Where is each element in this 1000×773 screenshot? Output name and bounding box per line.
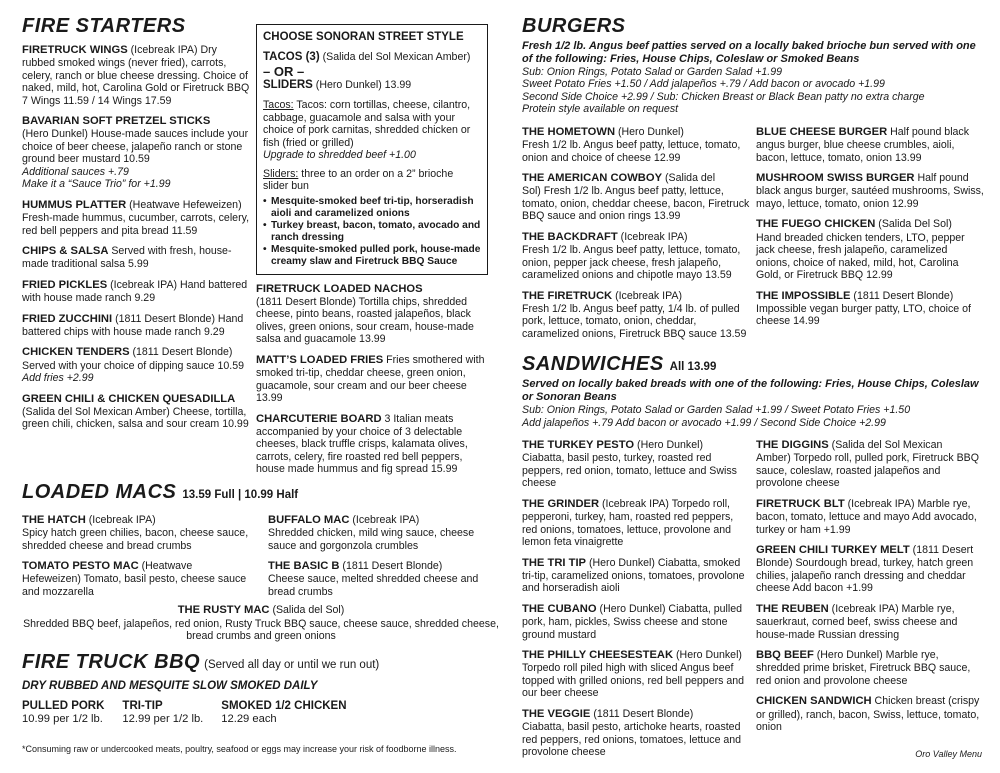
sonoran-street-box <box>256 24 488 275</box>
menu-item-name: FIRETRUCK BLT <box>756 497 845 510</box>
menu-item-beer-pairing: (1811 Desert Blonde) <box>850 289 954 302</box>
menu-item-name: GREEN CHILI & CHICKEN QUESADILLA <box>22 392 236 405</box>
menu-item-name: THE DIGGINS <box>756 439 829 452</box>
bbq-tagline: DRY RUBBED AND MESQUITE SLOW SMOKED DAILY <box>22 680 318 692</box>
menu-item-beer-pairing: (Hero Dunkel) <box>615 125 684 138</box>
menu-item <box>756 695 984 733</box>
burgers-title: BURGERS <box>522 15 626 37</box>
menu-item-description: Impossible vegan burger patty, LTO, choice of cheese 14.99 <box>756 302 971 328</box>
menu-item <box>756 649 984 687</box>
menu-item-description: Ciabatta, smoked tri-tip, caramelized onions, tomatoes, provolone and horseradish aioli <box>522 556 745 595</box>
menu-item-beer-pairing: (Hero Dunkel) <box>813 649 883 662</box>
menu-item-beer-pairing: (Icebreak IPA) <box>617 230 688 243</box>
menu-item-name: MATT’S LOADED FRIES <box>256 353 384 366</box>
bbq-title: FIRE TRUCK BBQ (Served all day or until we run out) <box>22 651 380 673</box>
menu-item-beer-pairing: (Heatwave <box>138 560 193 573</box>
menu-item-beer-pairing: (Hero Dunkel) <box>634 439 703 452</box>
menu-item-description: Fresh-made hummus, cucumber, carrots, celery, red bell peppers and pita bread 11.59 <box>22 212 250 237</box>
menu-item-name: FRIED PICKLES <box>22 278 108 291</box>
menu-item-description: Blonde) Sourdough bread, turkey, hatch green chilies, jalapeño ranch dressing and cheddar cheese Add bacon +1.99 <box>756 557 974 595</box>
menu-item-beer-pairing: (Salida Del Sol) <box>875 218 952 231</box>
menu-item-beer-pairing: (Icebreak IPA) <box>599 497 669 510</box>
bbq-item-price: 12.29 each <box>221 713 277 726</box>
menu-item-beer-pairing: (Icebreak IPA) <box>828 602 899 615</box>
menu-item-description: (1811 Desert Blonde) Tortilla chips, shredded cheese, pinto beans, roasted jalapeños, black olives, green onions, sour cream, house-made salsa and guacamole 13.99 <box>256 295 474 346</box>
menu-item-description: Chicken breast (crispy or grilled), ranch, bacon, Swiss, lettuce, tomato, onion <box>756 695 980 734</box>
menu-item <box>22 44 250 107</box>
menu-item-name: THE FIRETRUCK <box>522 289 613 302</box>
menu-item-beer-pairing: (Icebreak IPA) <box>107 278 178 291</box>
menu-item-description: Fresh 1/2 lb. Angus beef patty, lettuce, tomato, onion and choice of cheese 12.99 <box>522 139 741 164</box>
right-column <box>522 16 984 759</box>
menu-item-name: FRIED ZUCCHINI <box>22 312 113 325</box>
sandwich-note: Sub: Onion Rings, Potato Salad or Garden Salad +1.99 / Sweet Potato Fries +1.50 <box>522 404 911 417</box>
menu-item <box>22 115 250 191</box>
menu-item-name: THE HATCH <box>22 514 86 526</box>
burgers-intro: Fresh 1/2 lb. Angus beef patties served on a locally baked brioche bun served with one of the following: Fries, House Chips, Coleslaw or Smoked Beans <box>522 40 976 65</box>
menu-item-description: Amber) Torpedo roll, pulled pork, Firetruck BBQ sauce, coleslaw, roasted jalapeños and provolone cheese <box>756 452 979 490</box>
menu-item-name: THE PHILLY CHEESESTEAK <box>522 649 674 662</box>
menu-item-beer-pairing: (Icebreak IPA) <box>127 44 198 56</box>
menu-item-description: Ciabatta, basil pesto, turkey, roasted red peppers, red onion, tomato, lettuce and Swiss cheese <box>522 452 737 490</box>
menu-location-label: Oro Valley Menu <box>915 749 982 759</box>
bbq-item-name: PULLED PORK <box>22 699 105 712</box>
menu-item-beer-pairing: (Hero Dunkel) <box>586 556 655 569</box>
menu-item <box>22 346 250 384</box>
menu-item-description: Ciabatta, basil pesto, artichoke hearts, roasted red peppers, red onions, tomatoes, lettuce and provolone cheese <box>522 721 742 759</box>
menu-item-name: BLUE CHEESE BURGER <box>756 125 888 138</box>
menu-item <box>756 603 984 641</box>
menu-item-addon: Add fries +2.99 <box>22 372 94 385</box>
menu-item-description: Marble rye, bacon, tomato, lettuce and mayo Add avocado, turkey or ham +1.99 <box>756 497 977 536</box>
menu-item-description: Half pound black angus burger, sautéed mushrooms, Swiss, mayo, lettuce, tomato, onion 12.99 <box>756 172 984 210</box>
menu-item-name: GREEN CHILI TURKEY MELT <box>756 544 910 557</box>
menu-item <box>756 126 984 164</box>
food-safety-footnote: *Consuming raw or undercooked meats, poultry, seafood or eggs may increase your risk of foodborne illness. <box>22 744 457 754</box>
sliders-desc: Sliders: three to an order on a 2” brioche slider bun <box>263 167 454 193</box>
menu-item-beer-pairing: (Icebreak IPA) <box>349 514 420 526</box>
menu-item-name: BBQ BEEF <box>756 649 814 662</box>
menu-item-name: FIRETRUCK WINGS <box>22 44 128 56</box>
bbq-item <box>221 700 346 727</box>
menu-item <box>268 560 500 598</box>
menu-item-description: (Hero Dunkel) House-made sauces include your choice of beer cheese, jalapeño ranch or stone ground beer mustard 10.59 <box>22 128 249 166</box>
menu-item-description: Torpedo roll piled high with sliced Angus beef topped with grilled onions, red bell peppers and our beer cheese <box>522 662 745 700</box>
menu-item-description: Sol) Fresh 1/2 lb. Angus beef patty, lettuce, tomato, onion, cheddar cheese, bacon, Firetruck BBQ sauce and onion rings 13.99 <box>522 185 750 223</box>
menu-item-name: THE GRINDER <box>522 497 600 510</box>
menu-item-name: THE TURKEY PESTO <box>522 439 635 452</box>
menu-item <box>522 649 750 700</box>
menu-item <box>522 603 750 641</box>
burger-note: Sweet Potato Fries +1.50 / Add jalapeños +.79 / Add bacon or avocado +1.99 <box>522 78 885 91</box>
menu-item-description: Hand battered chips with house made ranch 9.29 <box>22 312 244 338</box>
menu-item-description: Served with fresh, house-made traditional salsa 5.99 <box>22 245 232 271</box>
menu-item <box>256 413 488 476</box>
menu-item-description: Half pound black angus burger, blue cheese crumbles, aioli, bacon, lettuce, tomato, onion 13.99 <box>756 125 970 164</box>
menu-item <box>756 498 984 536</box>
menu-item-beer-pairing: (1811 Desert Blonde) <box>590 707 694 720</box>
menu-item <box>22 245 250 271</box>
menu-item-name: THE TRI TIP <box>522 556 587 569</box>
menu-item-description: Fresh 1/2 lb. Angus beef patty, lettuce, tomato, onion, pepper jack cheese, fresh jalapeño, caramelized onions and chipotle mayo 13.59 <box>522 244 741 282</box>
menu-item-description: Hefeweizen) Tomato, basil pesto, cheese sauce and mozzarella <box>22 573 247 598</box>
loaded-macs-title: LOADED MACS 13.59 Full | 10.99 Half <box>22 481 299 503</box>
menu-item-name: BUFFALO MAC <box>268 514 350 526</box>
menu-item-addon: Additional sauces +.79 <box>22 165 129 178</box>
menu-item <box>756 290 984 328</box>
bbq-item-name: SMOKED 1/2 CHICKEN <box>221 699 347 712</box>
or-divider: – OR – <box>263 64 305 80</box>
menu-item-name: THE AMERICAN COWBOY <box>522 172 663 185</box>
menu-item-description: Hand battered with house made ranch 9.29 <box>22 278 248 305</box>
menu-item-name: HUMMUS PLATTER <box>22 198 127 211</box>
menu-item-description: Dry rubbed smoked wings (never fried), carrots, celery, ranch or blue cheese dressing. Choice of naked, mild, hot, Carolina Gold or Firetruck BBQ 7 Wings 11.59 / 14 Wings 17.59 <box>22 44 250 107</box>
menu-item <box>256 283 488 346</box>
menu-item-name: THE BASIC B <box>268 560 340 573</box>
sonoran-heading: CHOOSE SONORAN STREET STYLE <box>263 31 464 43</box>
slider-option: • Mesquite-smoked pulled pork, house-made creamy slaw and Firetruck BBQ Sauce <box>263 244 481 268</box>
menu-item-name: THE CUBANO <box>522 602 597 615</box>
menu-item <box>522 557 750 595</box>
sandwiches-title: SANDWICHES All 13.99 <box>522 353 717 376</box>
menu-item <box>268 514 500 552</box>
menu-item-beer-pairing: (Salida del Sol Mexican <box>828 439 943 452</box>
bbq-item-name: TRI-TIP <box>122 699 163 712</box>
menu-item-description: Marble rye, sauerkraut, corned beef, swiss cheese and house-made Russian dressing <box>756 602 958 641</box>
bbq-item-price: 10.99 per 1/2 lb. <box>22 713 103 726</box>
menu-item-name: THE IMPOSSIBLE <box>756 289 851 302</box>
menu-item-beer-pairing: (Icebreak IPA) <box>612 289 682 302</box>
menu-item-description: Marble rye, shredded prime brisket, Firetruck BBQ sauce, red onion and provolone cheese <box>756 649 971 687</box>
menu-item-beer-pairing: (1811 Desert Blonde) <box>129 346 233 359</box>
menu-item-name: THE VEGGIE <box>522 707 591 720</box>
bbq-section <box>22 652 500 726</box>
menu-item-description: Fresh 1/2 lb. Angus beef patty, 1/4 lb. of pulled pork, lettuce, tomato, onion, cheddar, caramelized onions, Firetruck BBQ sauce 13.59 <box>522 302 747 340</box>
menu-item-description: Cheese sauce, melted shredded cheese and bread crumbs <box>268 573 479 598</box>
menu-item <box>522 126 750 164</box>
sliders-header: SLIDERS (Hero Dunkel) 13.99 <box>263 79 412 92</box>
burger-note: Sub: Onion Rings, Potato Salad or Garden Salad +1.99 <box>522 65 783 78</box>
menu-item-addon: Make it a “Sauce Trio” for +1.99 <box>22 178 171 191</box>
sandwich-note: Add jalapeños +.79 Add bacon or avocado +1.99 / Second Side Choice +2.99 <box>522 416 886 429</box>
menu-item-name: MUSHROOM SWISS BURGER <box>756 172 915 185</box>
menu-item-name: THE REUBEN <box>756 602 829 615</box>
menu-item-beer-pairing: (Hero Dunkel) <box>673 649 742 662</box>
bbq-item <box>122 700 203 727</box>
menu-item-description: Served with your choice of dipping sauce 10.59 <box>22 359 245 372</box>
menu-item-name: THE BACKDRAFT <box>522 230 618 243</box>
menu-item <box>22 279 250 305</box>
menu-item <box>756 544 984 595</box>
menu-item <box>522 231 750 282</box>
fire-starters-title: FIRE STARTERS <box>22 15 186 37</box>
menu-item-description: Hand breaded chicken tenders, LTO, pepper jack cheese, fresh jalapeño, caramelized onions, choice of naked, mild, hot, Carolina Gold, or Firetruck BBQ 12.99 <box>756 231 965 282</box>
sandwiches-intro: Served on locally baked breads with one of the following: Fries, House Chips, Coleslaw or Sonoran Beans <box>522 378 979 404</box>
menu-item-beer-pairing: (1811 Desert Blonde) <box>339 560 443 573</box>
fire-starters-section <box>22 16 250 431</box>
menu-item <box>22 514 254 552</box>
menu-item-beer-pairing: (Salida del <box>662 172 716 185</box>
menu-item-beer-pairing: (Hero Dunkel) <box>596 602 666 615</box>
burger-note: Second Side Choice +2.99 / Sub: Chicken Breast or Black Bean patty no extra charge <box>522 90 925 103</box>
bbq-item <box>22 700 104 727</box>
menu-item-description: Fries smothered with smoked tri-tip, cheddar cheese, green onion, guacamole, sour cream and our beer cheese 13.99 <box>256 353 485 405</box>
menu-item-name: THE HOMETOWN <box>522 125 616 138</box>
slider-options-list <box>263 196 481 268</box>
menu-item <box>522 172 750 223</box>
bbq-item-price: 12.99 per 1/2 lb. <box>122 713 204 726</box>
menu-item <box>22 313 250 339</box>
menu-item-description: Ciabatta, pulled pork, ham, pickles, Swiss cheese and stone ground mustard <box>522 602 743 641</box>
menu-item-name: TOMATO PESTO MAC <box>22 560 139 573</box>
menu-item <box>522 290 750 341</box>
menu-item <box>22 199 250 237</box>
menu-item-description: Spicy hatch green chilies, bacon, cheese sauce, shredded cheese and bread crumbs <box>22 527 249 552</box>
menu-item <box>756 439 984 490</box>
menu-item <box>22 393 250 431</box>
menu-item <box>256 354 488 405</box>
tacos-header: TACOS (3) (Salida del Sol Mexican Amber) <box>263 50 471 63</box>
menu-item-description: 3 Italian meats accompanied by your choice of 3 delectable cheeses, black truffle crisps, kalamata olives, carrots, celery, fire roasted red bell peppers, house made hummus and fig spread 15.99 <box>256 412 468 476</box>
loaded-macs-section <box>22 482 500 643</box>
menu-item-description: Shredded chicken, mild wing sauce, cheese sauce and gorgonzola crumbles <box>268 527 475 552</box>
menu-item <box>522 498 750 549</box>
menu-item-beer-pairing: (1811 Desert <box>909 544 974 557</box>
tacos-desc: Tacos: Tacos: corn tortillas, cheese, cilantro, cabbage, guacamole and salsa with your choice of pork carnitas, shredded chicken or fish (fried or grilled) <box>263 99 471 149</box>
menu-item-description: (Salida del Sol Mexican Amber) Cheese, tortilla, green chili, chicken, salsa and sour cream 10.99 <box>22 405 249 431</box>
slider-option: • Mesquite-smoked beef tri-tip, horseradish aioli and caramelized onions <box>263 196 481 220</box>
menu-item-name: CHIPS & SALSA <box>22 245 109 258</box>
middle-column <box>256 24 488 476</box>
menu-item <box>756 218 984 281</box>
menu-item <box>522 708 750 759</box>
menu-item-beer-pairing: (Icebreak IPA) <box>844 497 915 510</box>
menu-item-name: BAVARIAN SOFT PRETZEL STICKS <box>22 115 211 128</box>
tacos-upgrade: Upgrade to shredded beef +1.00 <box>263 149 416 162</box>
menu-item <box>22 560 254 598</box>
menu-item-name: THE FUEGO CHICKEN <box>756 218 876 231</box>
burger-note: Protein style available on request <box>522 103 679 116</box>
menu-item-beer-pairing: (1811 Desert Blonde) <box>112 312 215 325</box>
menu-item <box>522 439 750 490</box>
rusty-mac-item: THE RUSTY MAC (Salida del Sol) Shredded BBQ beef, jalapeños, red onion, Rusty Truck BBQ sauce, cheese sauce, shredded cheese, bread crumbs and green onions <box>23 604 499 643</box>
menu-item-beer-pairing: (Heatwave Hefeweizen) <box>126 198 242 211</box>
menu-item-name: CHARCUTERIE BOARD <box>256 412 382 425</box>
menu-item-name: CHICKEN SANDWICH <box>756 695 872 708</box>
menu-item-name: CHICKEN TENDERS <box>22 346 130 359</box>
slider-option: • Turkey breast, bacon, tomato, avocado and ranch dressing <box>263 220 481 244</box>
menu-item-name: FIRETRUCK LOADED NACHOS <box>256 282 423 295</box>
menu-item-description: Torpedo roll, pepperoni, turkey, ham, roasted red peppers, red onions, tomatoes, lettuce, provolone and lemon feta vinaigrette <box>522 497 734 549</box>
menu-item-beer-pairing: (Icebreak IPA) <box>85 514 156 526</box>
menu-item <box>756 172 984 210</box>
